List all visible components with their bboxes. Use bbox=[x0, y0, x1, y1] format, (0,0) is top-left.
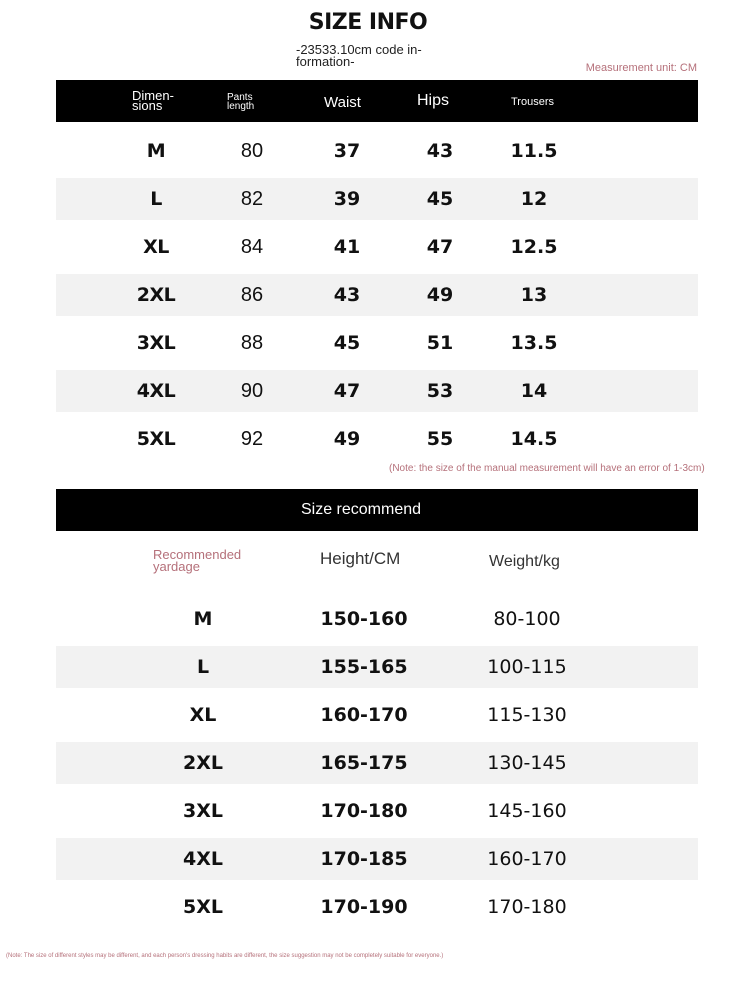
cell-hips: 49 bbox=[426, 284, 454, 306]
cell-waist: 37 bbox=[333, 140, 361, 162]
cell-size: 3XL bbox=[136, 332, 176, 354]
size-table-header bbox=[56, 80, 698, 122]
cell-height: 170-185 bbox=[320, 848, 408, 870]
header-pants-length: Pants length bbox=[227, 92, 255, 112]
cell-pants-length: 88 bbox=[240, 332, 264, 354]
cell-size: M bbox=[193, 608, 213, 630]
size-recommend-header bbox=[56, 489, 698, 531]
cell-size: M bbox=[146, 140, 166, 162]
cell-weight: 100-115 bbox=[487, 656, 567, 678]
cell-trousers: 14 bbox=[520, 380, 548, 402]
footer-disclaimer: (Note: The size of different styles may be different, and each person's dressing habits are different, the size suggestion may not be completely suitable for everyone.) bbox=[6, 953, 444, 959]
measurement-unit-note: Measurement unit: CM bbox=[585, 62, 697, 74]
table-row bbox=[56, 226, 698, 268]
cell-waist: 47 bbox=[333, 380, 361, 402]
header-dimensions: Dimen-sions bbox=[132, 88, 174, 113]
table-row bbox=[56, 886, 698, 928]
cell-weight: 170-180 bbox=[487, 896, 567, 918]
measurement-error-note: (Note: the size of the manual measurement will have an error of 1-3cm) bbox=[389, 463, 705, 474]
table-row bbox=[56, 646, 698, 688]
cell-size: 5XL bbox=[183, 896, 223, 918]
cell-size: 2XL bbox=[183, 752, 223, 774]
cell-trousers: 14.5 bbox=[510, 428, 558, 450]
cell-hips: 45 bbox=[426, 188, 454, 210]
cell-size: XL bbox=[143, 236, 169, 258]
header-height: Height/CM bbox=[320, 549, 401, 568]
cell-hips: 43 bbox=[426, 140, 454, 162]
cell-waist: 39 bbox=[333, 188, 361, 210]
header-recommended-yardage: Recommended yardage bbox=[153, 547, 242, 574]
cell-size: L bbox=[196, 656, 210, 678]
table-row bbox=[56, 694, 698, 736]
table-row bbox=[56, 178, 698, 220]
table-row bbox=[56, 370, 698, 412]
cell-pants-length: 80 bbox=[240, 140, 264, 162]
cell-hips: 53 bbox=[426, 380, 454, 402]
table-row bbox=[56, 790, 698, 832]
cell-height: 170-180 bbox=[320, 800, 408, 822]
cell-size: 4XL bbox=[183, 848, 223, 870]
cell-size: L bbox=[150, 188, 162, 210]
header-waist: Waist bbox=[324, 94, 361, 111]
cell-height: 160-170 bbox=[320, 704, 408, 726]
table-row bbox=[56, 274, 698, 316]
cell-pants-length: 90 bbox=[240, 380, 264, 402]
cell-size: 5XL bbox=[136, 428, 176, 450]
table-row bbox=[56, 418, 698, 460]
cell-hips: 47 bbox=[426, 236, 454, 258]
cell-trousers: 13.5 bbox=[510, 332, 558, 354]
cell-height: 170-190 bbox=[320, 896, 408, 918]
cell-waist: 49 bbox=[333, 428, 361, 450]
cell-hips: 55 bbox=[426, 428, 454, 450]
cell-size: 3XL bbox=[183, 800, 223, 822]
table-row bbox=[56, 838, 698, 880]
table-row bbox=[56, 742, 698, 784]
cell-trousers: 12.5 bbox=[510, 236, 558, 258]
cell-weight: 160-170 bbox=[487, 848, 567, 870]
cell-weight: 115-130 bbox=[487, 704, 567, 726]
cell-waist: 45 bbox=[333, 332, 361, 354]
cell-size: XL bbox=[189, 704, 217, 726]
cell-height: 165-175 bbox=[320, 752, 408, 774]
header-trousers: Trousers bbox=[511, 96, 554, 108]
cell-height: 150-160 bbox=[320, 608, 408, 630]
page-title: SIZE INFO bbox=[308, 10, 428, 35]
cell-trousers: 11.5 bbox=[510, 140, 558, 162]
code-information: -23533.10cm code in-formation- bbox=[296, 42, 422, 69]
table-row bbox=[56, 322, 698, 364]
cell-trousers: 13 bbox=[520, 284, 548, 306]
header-hips: Hips bbox=[417, 92, 450, 109]
size-recommend-title: Size recommend bbox=[300, 501, 422, 518]
cell-waist: 41 bbox=[333, 236, 361, 258]
table-row bbox=[56, 598, 698, 640]
cell-waist: 43 bbox=[333, 284, 361, 306]
cell-hips: 51 bbox=[426, 332, 454, 354]
cell-pants-length: 92 bbox=[240, 428, 264, 450]
table-row bbox=[56, 130, 698, 172]
cell-pants-length: 82 bbox=[240, 188, 264, 210]
header-weight: Weight/kg bbox=[489, 553, 560, 570]
cell-pants-length: 86 bbox=[240, 284, 264, 306]
cell-size: 4XL bbox=[136, 380, 176, 402]
cell-size: 2XL bbox=[136, 284, 176, 306]
cell-weight: 130-145 bbox=[487, 752, 567, 774]
cell-trousers: 12 bbox=[520, 188, 548, 210]
cell-weight: 80-100 bbox=[493, 608, 561, 630]
cell-height: 155-165 bbox=[320, 656, 408, 678]
cell-weight: 145-160 bbox=[487, 800, 567, 822]
cell-pants-length: 84 bbox=[240, 236, 264, 258]
